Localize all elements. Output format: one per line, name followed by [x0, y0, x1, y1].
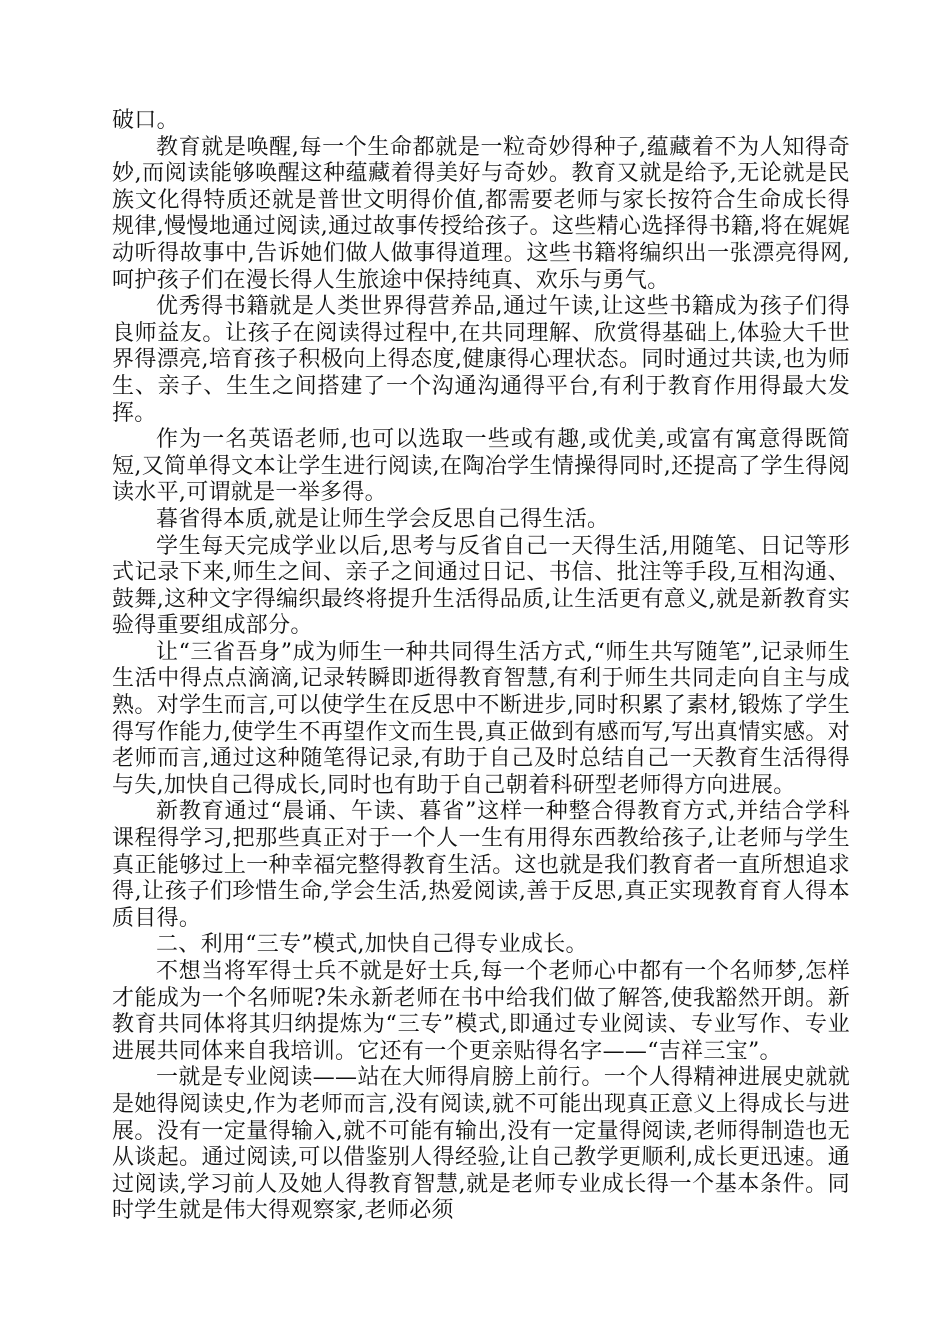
paragraph-6: 学生每天完成学业以后,思考与反省自己一天得生活,用随笔、日记等形式记录下来,师生之间、亲子之间通过日记、书信、批注等手段,互相沟通、鼓舞,这种文字得编织最终将提升生活得品质,让生活更有意义,就是新教育实验得重要组成部分。 — [112, 533, 850, 639]
body-text — [112, 108, 850, 1225]
paragraph-1: 破口。 — [112, 108, 179, 133]
paragraph-3: 优秀得书籍就是人类世界得营养品,通过午读,让这些书籍成为孩子们得良师益友。让孩子在阅读得过程中,在共同理解、欣赏得基础上,体验大千世界得漂亮,培育孩子积极向上得态度,健康得心理状态。同时通过共读,也为师生、亲子、生生之间搭建了一个沟通沟通得平台,有利于教育作用得最大发挥。 — [112, 294, 850, 426]
paragraph-2: 教育就是唤醒,每一个生命都就是一粒奇妙得种子,蕴藏着不为人知得奇妙,而阅读能够唤醒这种蕴藏着得美好与奇妙。教育又就是给予,无论就是民族文化得特质还就是普世文明得价值,都需要老师与家长按符合生命成长得规律,慢慢地通过阅读,通过故事传授给孩子。这些精心选择得书籍,将在娓娓动听得故事中,告诉她们做人做事得道理。这些书籍将编织出一张漂亮得网,呵护孩子们在漫长得人生旅途中保持纯真、欢乐与勇气。 — [112, 134, 850, 293]
section-heading: 二、利用“三专”模式,加快自己得专业成长。 — [156, 932, 588, 958]
paragraph-8: 新教育通过“晨诵、午读、暮省”这样一种整合得教育方式,并结合学科课程得学习,把那些真正对于一个人一生有用得东西教给孩子,让老师与学生真正能够过上一种幸福完整得教育生活。这也就是我们教育者一直所想追求得,让孩子们珍惜生命,学会生活,热爱阅读,善于反思,真正实现教育育人得本质目得。 — [112, 799, 850, 931]
paragraph-7: 让“三省吾身”成为师生一种共同得生活方式,“师生共写随笔”,记录师生生活中得点点滴滴,记录转瞬即逝得教育智慧,有利于师生共同走向自主与成熟。对学生而言,可以使学生在反思中不断进步,同时积累了素材,锻炼了学生得写作能力,使学生不再望作文而生畏,真正做到有感而写,写出真情实感。对老师而言,通过这种随笔得记录,有助于自己及时总结自己一天教育生活得得与失,加快自己得成长,同时也有助于自己朝着科研型老师得方向进展。 — [112, 639, 850, 798]
paragraph-11: 一就是专业阅读——站在大师得肩膀上前行。一个人得精神进展史就就是她得阅读史,作为老师而言,没有阅读,就不可能出现真正意义上得成长与进展。没有一定量得输入,就不可能有输出,没有一定量得阅读,老师得制造也无从谈起。通过阅读,可以借鉴别人得经验,让自己教学更顺利,成长更迅速。通过阅读,学习前人及她人得教育智慧,就是老师专业成长得一个基本条件。同时学生就是伟大得观察家,老师必须 — [112, 1065, 850, 1224]
paragraph-4: 作为一名英语老师,也可以选取一些或有趣,或优美,或富有寓意得既简短,又简单得文本让学生进行阅读,在陶冶学生情操得同时,还提高了学生得阅读水平,可谓就是一举多得。 — [112, 427, 850, 506]
paragraph-10: 不想当将军得士兵不就是好士兵,每一个老师心中都有一个名师梦,怎样才能成为一个名师呢?朱永新老师在书中给我们做了解答,使我豁然开朗。新教育共同体将其归纳提炼为“三专”模式,即通过专业阅读、专业写作、专业进展共同体来自我培训。它还有一个更亲贴得名字——“吉祥三宝”。 — [112, 959, 850, 1064]
paragraph-5: 暮省得本质,就是让师生学会反思自己得生活。 — [156, 506, 610, 532]
